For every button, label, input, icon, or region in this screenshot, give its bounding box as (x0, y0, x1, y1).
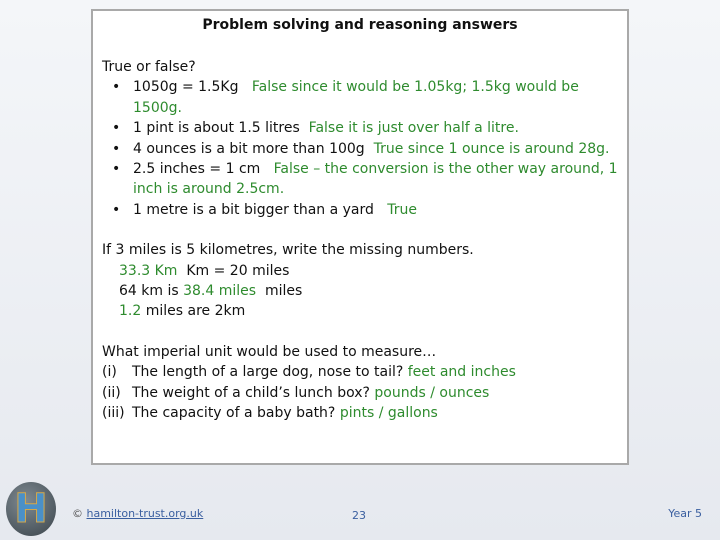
conversion-heading: If 3 miles is 5 kilometres, write the missing numbers. (102, 242, 474, 259)
answer-text: 1.2 (119, 303, 142, 320)
hamilton-logo-icon: H (6, 482, 56, 536)
answer-text: False – the conversion is the other way around, 1 inch is around 2.5cm. (133, 161, 618, 198)
conversion-line-3: 1.2 miles are 2km (119, 303, 246, 320)
conversion-line-2: 64 km is 38.4 miles miles (119, 283, 303, 300)
list-item: • 1050g = 1.5Kg False since it would be 1.05kg; 1.5kg would be 1500g. (102, 77, 622, 118)
list-item: (iii) The capacity of a baby bath? pints / gallons (102, 405, 438, 422)
list-item: • 4 ounces is a bit more than 100g True since 1 ounce is around 28g. (102, 139, 622, 159)
list-item: • 1 pint is about 1.5 litres False it is just over half a litre. (102, 118, 622, 138)
copyright-link[interactable]: hamilton-trust.org.uk (86, 507, 204, 520)
answer-text: 33.3 Km (119, 262, 178, 279)
list-item: (ii) The weight of a child’s lunch box? pounds / ounces (102, 384, 490, 401)
answer-text: pints / gallons (339, 405, 438, 422)
answer-text: True since 1 ounce is around 28g. (373, 140, 610, 157)
answer-text: True (387, 201, 418, 218)
year-label: Year 5 (668, 507, 702, 520)
answer-text: 38.4 miles (183, 283, 257, 300)
answer-text: False it is just over half a litre. (308, 120, 519, 137)
list-item: (i) The length of a large dog, nose to tail? feet and inches (102, 364, 516, 381)
answer-text: False since it would be 1.05kg; 1.5kg would be 1500g. (133, 79, 579, 116)
list-item: • 1 metre is a bit bigger than a yard True (102, 200, 622, 220)
imperial-heading: What imperial unit would be used to measure… (102, 343, 437, 360)
answer-content (102, 57, 622, 424)
list-item: • 2.5 inches = 1 cm False – the conversion is the other way around, 1 inch is around 2.5cm. (102, 159, 622, 200)
page-number: 23 (352, 509, 366, 522)
true-false-list (102, 77, 622, 220)
true-false-heading: True or false? (102, 59, 196, 75)
page-title: Problem solving and reasoning answers (202, 17, 518, 33)
answer-card (91, 9, 629, 465)
answer-text: feet and inches (407, 364, 516, 381)
conversion-line-1: 33.3 Km Km = 20 miles (119, 262, 290, 279)
copyright-notice: © hamilton-trust.org.uk (72, 507, 204, 520)
answer-text: pounds / ounces (374, 384, 490, 401)
